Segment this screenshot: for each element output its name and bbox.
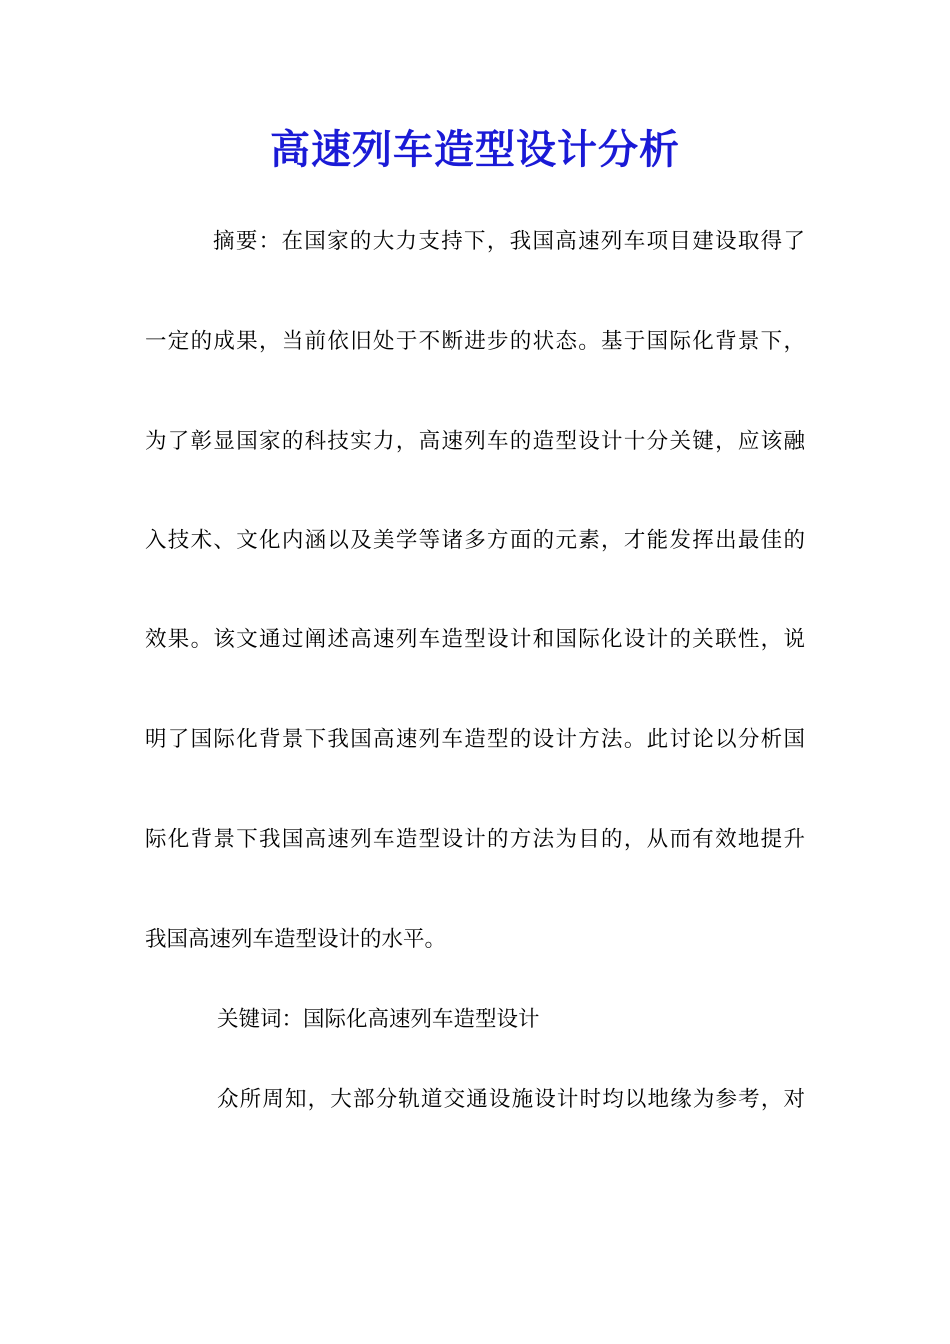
abstract-line-last: 我国高速列车造型设计的水平。 <box>145 927 447 952</box>
abstract-line: 一定的成果，当前依旧处于不断进步的状态。基于国际化背景下， <box>145 329 805 354</box>
abstract-line: 入技术、文化内涵以及美学等诸多方面的元素，才能发挥出最佳的 <box>145 528 805 553</box>
keywords-line: 关键词：国际化高速列车造型设计 <box>217 1007 540 1032</box>
abstract-line: 摘要：在国家的大力支持下，我国高速列车项目建设取得了 <box>213 229 805 254</box>
abstract-line: 为了彰显国家的科技实力，高速列车的造型设计十分关键，应该融 <box>145 429 805 454</box>
abstract-line: 际化背景下我国高速列车造型设计的方法为目的，从而有效地提升 <box>145 827 805 852</box>
abstract-line: 效果。该文通过阐述高速列车造型设计和国际化设计的关联性，说 <box>145 627 805 652</box>
abstract-line: 明了国际化背景下我国高速列车造型的设计方法。此讨论以分析国 <box>145 727 805 752</box>
body-paragraph-line: 众所周知，大部分轨道交通设施设计时均以地缘为参考，对 <box>217 1087 805 1112</box>
document-title: 高速列车造型设计分析 <box>270 126 680 173</box>
